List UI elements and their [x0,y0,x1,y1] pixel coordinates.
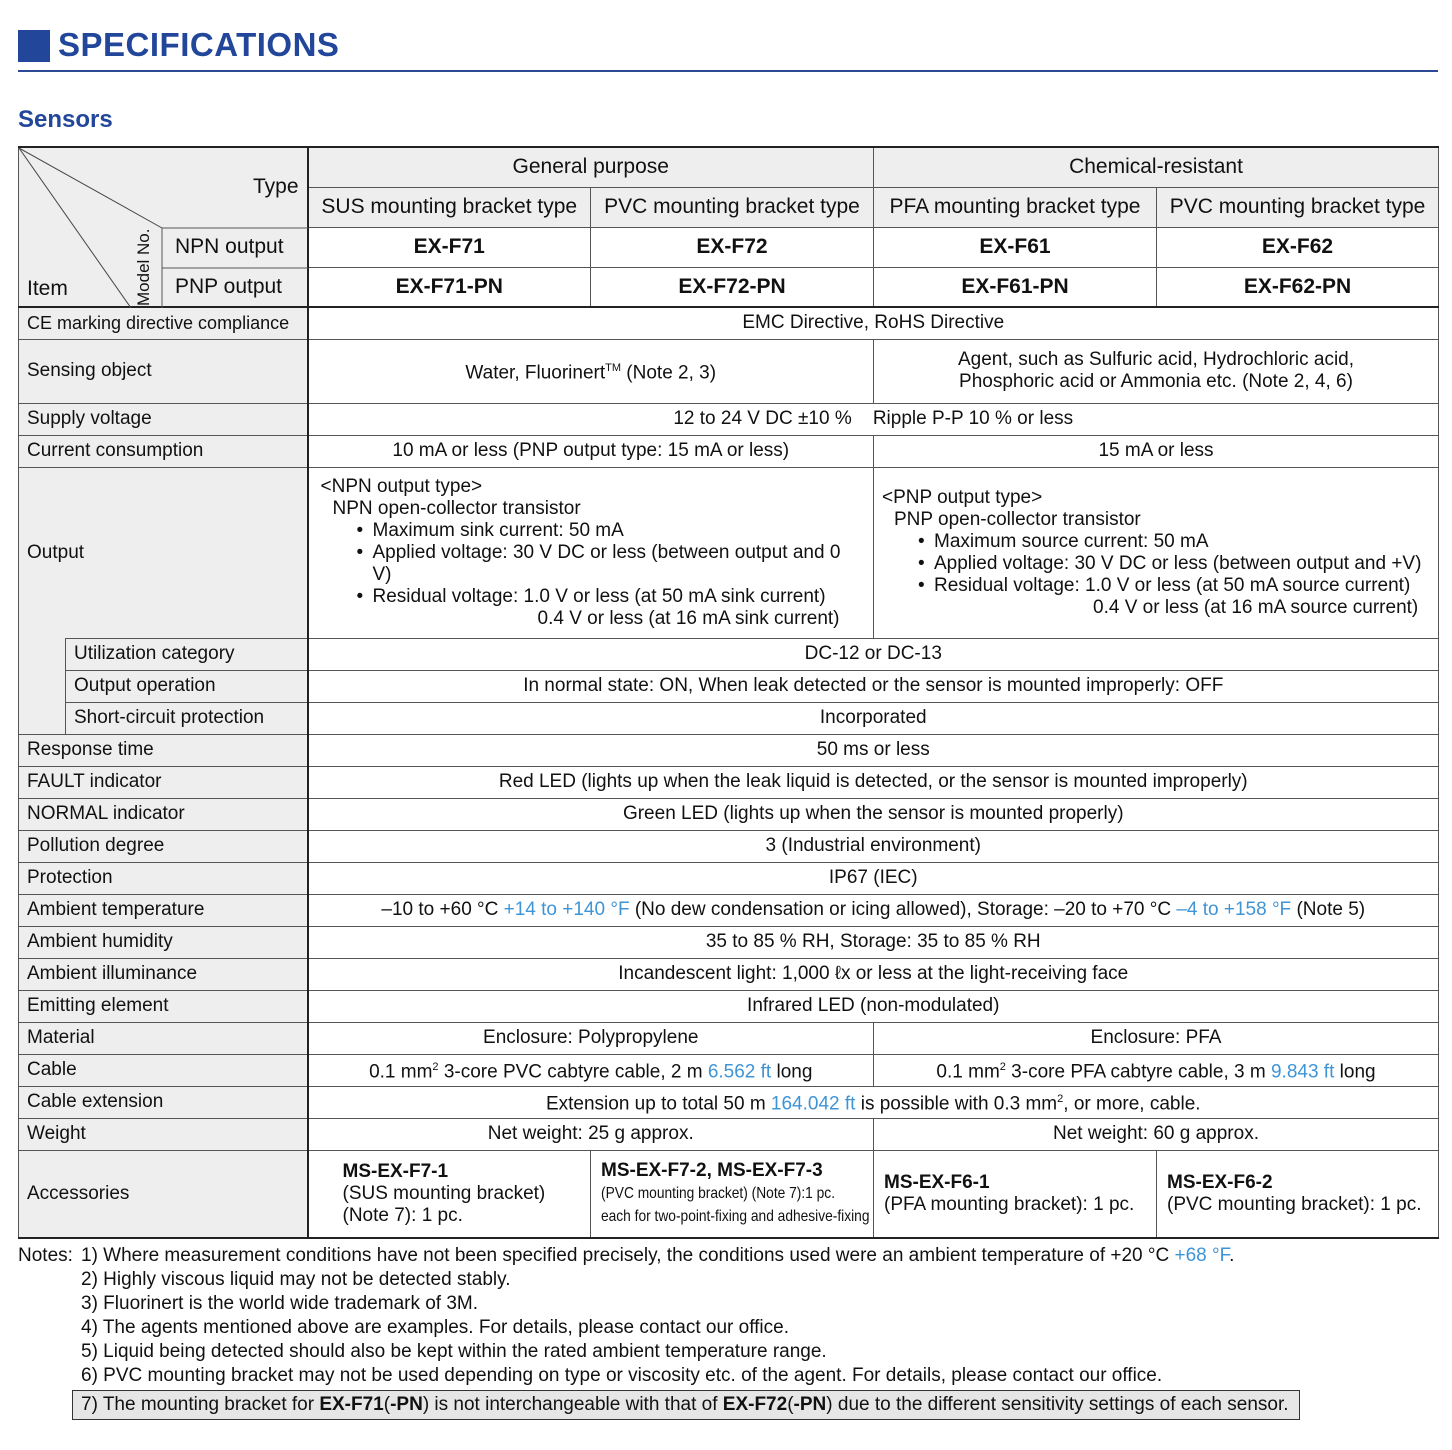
row-emitting-element [19,990,1439,1022]
row-value-chemical [874,339,1439,403]
note-4: 4) The agents mentioned above are examples. For details, please contact our office. [81,1317,789,1338]
row-value: Infrared LED (non-modulated) [308,990,1439,1022]
row-ambient-humidity [19,926,1439,958]
row-label: Ambient humidity [19,926,308,958]
row-label: Ambient temperature [19,894,308,926]
row-value: Incandescent light: 1,000 ℓx or less at the light-receiving face [308,958,1439,990]
cable-text: long [771,1061,813,1083]
header-row-groups [19,147,1439,187]
row-value-chemical: Enclosure: PFA [874,1022,1439,1054]
npn-bullet-continuation: 0.4 V or less (at 16 mA sink current) [537,607,840,629]
cable-text: 3-core PFA cabtyre cable, 3 m [1005,1061,1271,1083]
row-fault-indicator [19,766,1439,798]
note-6: 6) PVC mounting bracket may not be used depending on type or viscosity etc. of the agent. For details, please contact our office. [81,1365,1163,1386]
accessory-desc: (SUS mounting bracket) [342,1182,546,1204]
accessory-desc: (Note 7): 1 pc. [342,1204,463,1226]
model-ex-f62: EX-F62 [1157,227,1439,267]
cable-text: 0.1 mm [936,1061,1000,1083]
pnp-bullet-continuation: 0.4 V or less (at 16 mA source current) [1093,596,1419,618]
type-label: Type [252,175,299,198]
row-cable-extension [19,1086,1439,1118]
row-label: CE marking directive compliance [19,307,308,339]
row-ambient-temperature [19,894,1439,926]
row-label: Supply voltage [19,403,308,435]
row-value [308,894,1439,926]
note-2: 2) Highly viscous liquid may not be detected stably. [81,1269,511,1290]
row-label: FAULT indicator [19,766,308,798]
cable-length-ft: 9.843 ft [1270,1061,1335,1083]
row-value: EMC Directive, RoHS Directive [308,307,1439,339]
row-response-time [19,734,1439,766]
type-sus-bracket: SUS mounting bracket type [308,187,591,227]
row-value-chemical: Net weight: 60 g approx. [874,1118,1439,1150]
sub-row-spacer [19,638,66,670]
row-value: 35 to 85 % RH, Storage: 35 to 85 % RH [308,926,1439,958]
npn-bullets [321,520,862,608]
section-title: SPECIFICATIONS [58,26,340,63]
row-label: NORMAL indicator [19,798,308,830]
note-model-suffix: -PN [793,1394,827,1415]
row-normal-indicator [19,798,1439,830]
note-fahrenheit: +68 °F [1174,1245,1230,1266]
ext-length-ft: 164.042 ft [770,1093,856,1115]
note-5: 5) Liquid being detected should also be kept within the rated ambient temperature range. [81,1341,827,1362]
section-marker-icon [18,30,50,62]
pnp-title: <PNP output type> [882,486,1043,508]
row-value: Incorporated [308,702,1439,734]
sensing-chemical-line1: Agent, such as Sulfuric acid, Hydrochloric acid, [958,349,1355,370]
row-label: Response time [19,734,308,766]
row-output-operation [19,670,1439,702]
ext-text: , or more, cable. [1063,1093,1201,1115]
notes-section [18,1244,1438,1420]
note-text: ) due to the different sensitivity settings of each sensor. [826,1394,1289,1415]
row-label: Cable [19,1054,308,1086]
note-text: 7) The mounting bracket for [81,1394,320,1415]
row-label: Cable extension [19,1086,308,1118]
temp-part: (Note 5) [1291,899,1366,920]
row-utilization [19,638,1439,670]
npn-bullet: • Maximum sink current: 50 mA [373,520,862,542]
model-no-label: Model No. [134,228,153,306]
row-value-chemical: 15 mA or less [874,435,1439,467]
pnp-subtitle: PNP open-collector transistor [894,508,1141,530]
row-ce [19,307,1439,339]
accessory-pvc-chem [1157,1150,1439,1238]
group-general-purpose: General purpose [308,147,874,187]
pnp-output-label: PNP output [175,275,283,298]
row-value: Green LED (lights up when the sensor is mounted properly) [308,798,1439,830]
row-pollution-degree [19,830,1439,862]
row-material [19,1022,1439,1054]
cable-length-ft: 6.562 ft [707,1061,772,1083]
row-supply-voltage [19,403,1439,435]
row-weight [19,1118,1439,1150]
ext-sup: 2 [1057,1093,1064,1106]
row-value: Red LED (lights up when the leak liquid is detected, or the sensor is mounted improperly) [308,766,1439,798]
row-label: Utilization category [66,638,308,670]
npn-output-label: NPN output [175,235,284,258]
temp-part: (No dew condensation or icing allowed), Storage: –20 to +70 °C [629,899,1177,920]
notes-heading: Notes: [18,1245,73,1266]
row-cable [19,1054,1439,1086]
sub-title: Sensors [18,106,113,133]
trademark-mark: TM [605,362,622,375]
accessory-pfa [874,1150,1157,1238]
row-value: 50 ms or less [308,734,1439,766]
temp-fahrenheit: +14 to +140 °F [503,899,630,920]
row-value: In normal state: ON, When leak detected or the sensor is mounted improperly: OFF [308,670,1439,702]
pnp-bullets [882,531,1426,597]
npn-bullet: • Residual voltage: 1.0 V or less (at 50 mA sink current) [373,586,862,608]
row-label: Ambient illuminance [19,958,308,990]
note-7-row [18,1388,1438,1420]
group-chemical-resistant: Chemical-resistant [874,147,1439,187]
accessory-desc: (PVC mounting bracket): 1 pc. [1167,1193,1422,1215]
sub-row-spacer [19,670,66,702]
model-ex-f72-pn: EX-F72-PN [591,267,874,307]
accessory-desc: (PFA mounting bracket): 1 pc. [884,1193,1135,1215]
note-text: . [1229,1245,1235,1266]
item-label: Item [27,277,68,300]
spec-table [18,146,1439,1239]
row-value-general [308,1054,874,1086]
row-ambient-illuminance [19,958,1439,990]
accessory-name: MS-EX-F7-2, MS-EX-F7-3 [601,1159,823,1181]
sensing-general-notes: (Note 2, 3) [621,362,717,384]
note-7-highlight [72,1390,1300,1420]
row-value-general: 10 mA or less (PNP output type: 15 mA or less) [308,435,874,467]
storage-fahrenheit: –4 to +158 °F [1176,899,1292,920]
row-label: Short-circuit protection [66,702,308,734]
accessory-desc: (PVC mounting bracket) (Note 7):1 pc. [601,1184,836,1202]
pnp-bullet: • Residual voltage: 1.0 V or less (at 50 mA source current) [934,575,1426,597]
section-header [18,26,1438,72]
row-label: Sensing object [19,339,308,403]
row-value: DC-12 or DC-13 [308,638,1439,670]
row-value: 3 (Industrial environment) [308,830,1439,862]
note-1 [18,1244,1438,1268]
row-label: Output operation [66,670,308,702]
pnp-bullet: • Maximum source current: 50 mA [934,531,1426,553]
temp-part: –10 to +60 °C [381,899,504,920]
npn-title: <NPN output type> [320,475,483,497]
accessory-desc: each for two-point-fixing and adhesive-fixing [601,1207,870,1225]
note-text: ( [787,1394,794,1415]
row-label: Protection [19,862,308,894]
row-value-general: Enclosure: Polypropylene [308,1022,874,1054]
ext-text: is possible with 0.3 mm [855,1093,1058,1115]
type-pvc-bracket-chem: PVC mounting bracket type [1157,187,1439,227]
row-label: Emitting element [19,990,308,1022]
row-label: Pollution degree [19,830,308,862]
model-ex-f71-pn: EX-F71-PN [308,267,591,307]
row-value-chemical [874,1054,1439,1086]
row-protection [19,862,1439,894]
sensing-chemical-line2: Phosphoric acid or Ammonia etc. (Note 2, 4, 6) [959,371,1353,392]
header-corner [19,147,308,307]
row-label: Accessories [19,1150,308,1238]
model-ex-f71: EX-F71 [308,227,591,267]
accessory-pvc [591,1150,874,1238]
npn-subtitle: NPN open-collector transistor [332,497,581,519]
sub-row-spacer [19,702,66,734]
ext-text: Extension up to total 50 m [545,1093,771,1115]
cable-text: 3-core PVC cabtyre cable, 2 m [438,1061,708,1083]
accessory-name: MS-EX-F7-1 [342,1160,449,1182]
npn-bullet: • Applied voltage: 30 V DC or less (between output and 0 V) [373,542,862,586]
type-pvc-bracket: PVC mounting bracket type [591,187,874,227]
row-sensing-object [19,339,1439,403]
model-ex-f62-pn: EX-F62-PN [1157,267,1439,307]
model-ex-f61: EX-F61 [874,227,1157,267]
row-label: Material [19,1022,308,1054]
row-short-circuit [19,702,1439,734]
cable-text: 0.1 mm [369,1061,433,1083]
row-output [19,467,1439,638]
note-model: EX-F71 [319,1394,384,1415]
accessory-name: MS-EX-F6-2 [1167,1171,1273,1193]
row-label: Current consumption [19,435,308,467]
note-text: 1) Where measurement conditions have not been specified precisely, the conditions used were an ambient temperature of +20 °C [81,1245,1175,1266]
note-text: ( [383,1394,391,1415]
pnp-bullet: • Applied voltage: 30 V DC or less (between output and +V) [934,553,1426,575]
note-3: 3) Fluorinert is the world wide trademark of 3M. [81,1293,479,1314]
row-value [308,1086,1439,1118]
model-ex-f72: EX-F72 [591,227,874,267]
sensing-general-text: Water, Fluorinert [465,362,606,384]
type-pfa-bracket: PFA mounting bracket type [874,187,1157,227]
note-model-suffix: -PN [390,1394,423,1415]
cable-sup: 2 [999,1061,1006,1074]
row-value-general: Net weight: 25 g approx. [308,1118,874,1150]
row-accessories [19,1150,1439,1238]
model-ex-f61-pn: EX-F61-PN [874,267,1157,307]
output-npn-block [308,467,874,638]
row-value: 12 to 24 V DC ±10 % Ripple P-P 10 % or less [308,403,1439,435]
cable-text: long [1334,1061,1376,1083]
row-label: Output [19,467,308,638]
note-text: ) is not interchangeable with that of [422,1394,723,1415]
row-value-general [308,339,874,403]
accessory-sus [308,1150,591,1238]
row-value: IP67 (IEC) [308,862,1439,894]
row-label: Weight [19,1118,308,1150]
output-pnp-block [874,467,1439,638]
accessory-name: MS-EX-F6-1 [884,1171,990,1193]
note-model: EX-F72 [722,1394,788,1415]
cable-sup: 2 [432,1061,439,1074]
row-current-consumption [19,435,1439,467]
